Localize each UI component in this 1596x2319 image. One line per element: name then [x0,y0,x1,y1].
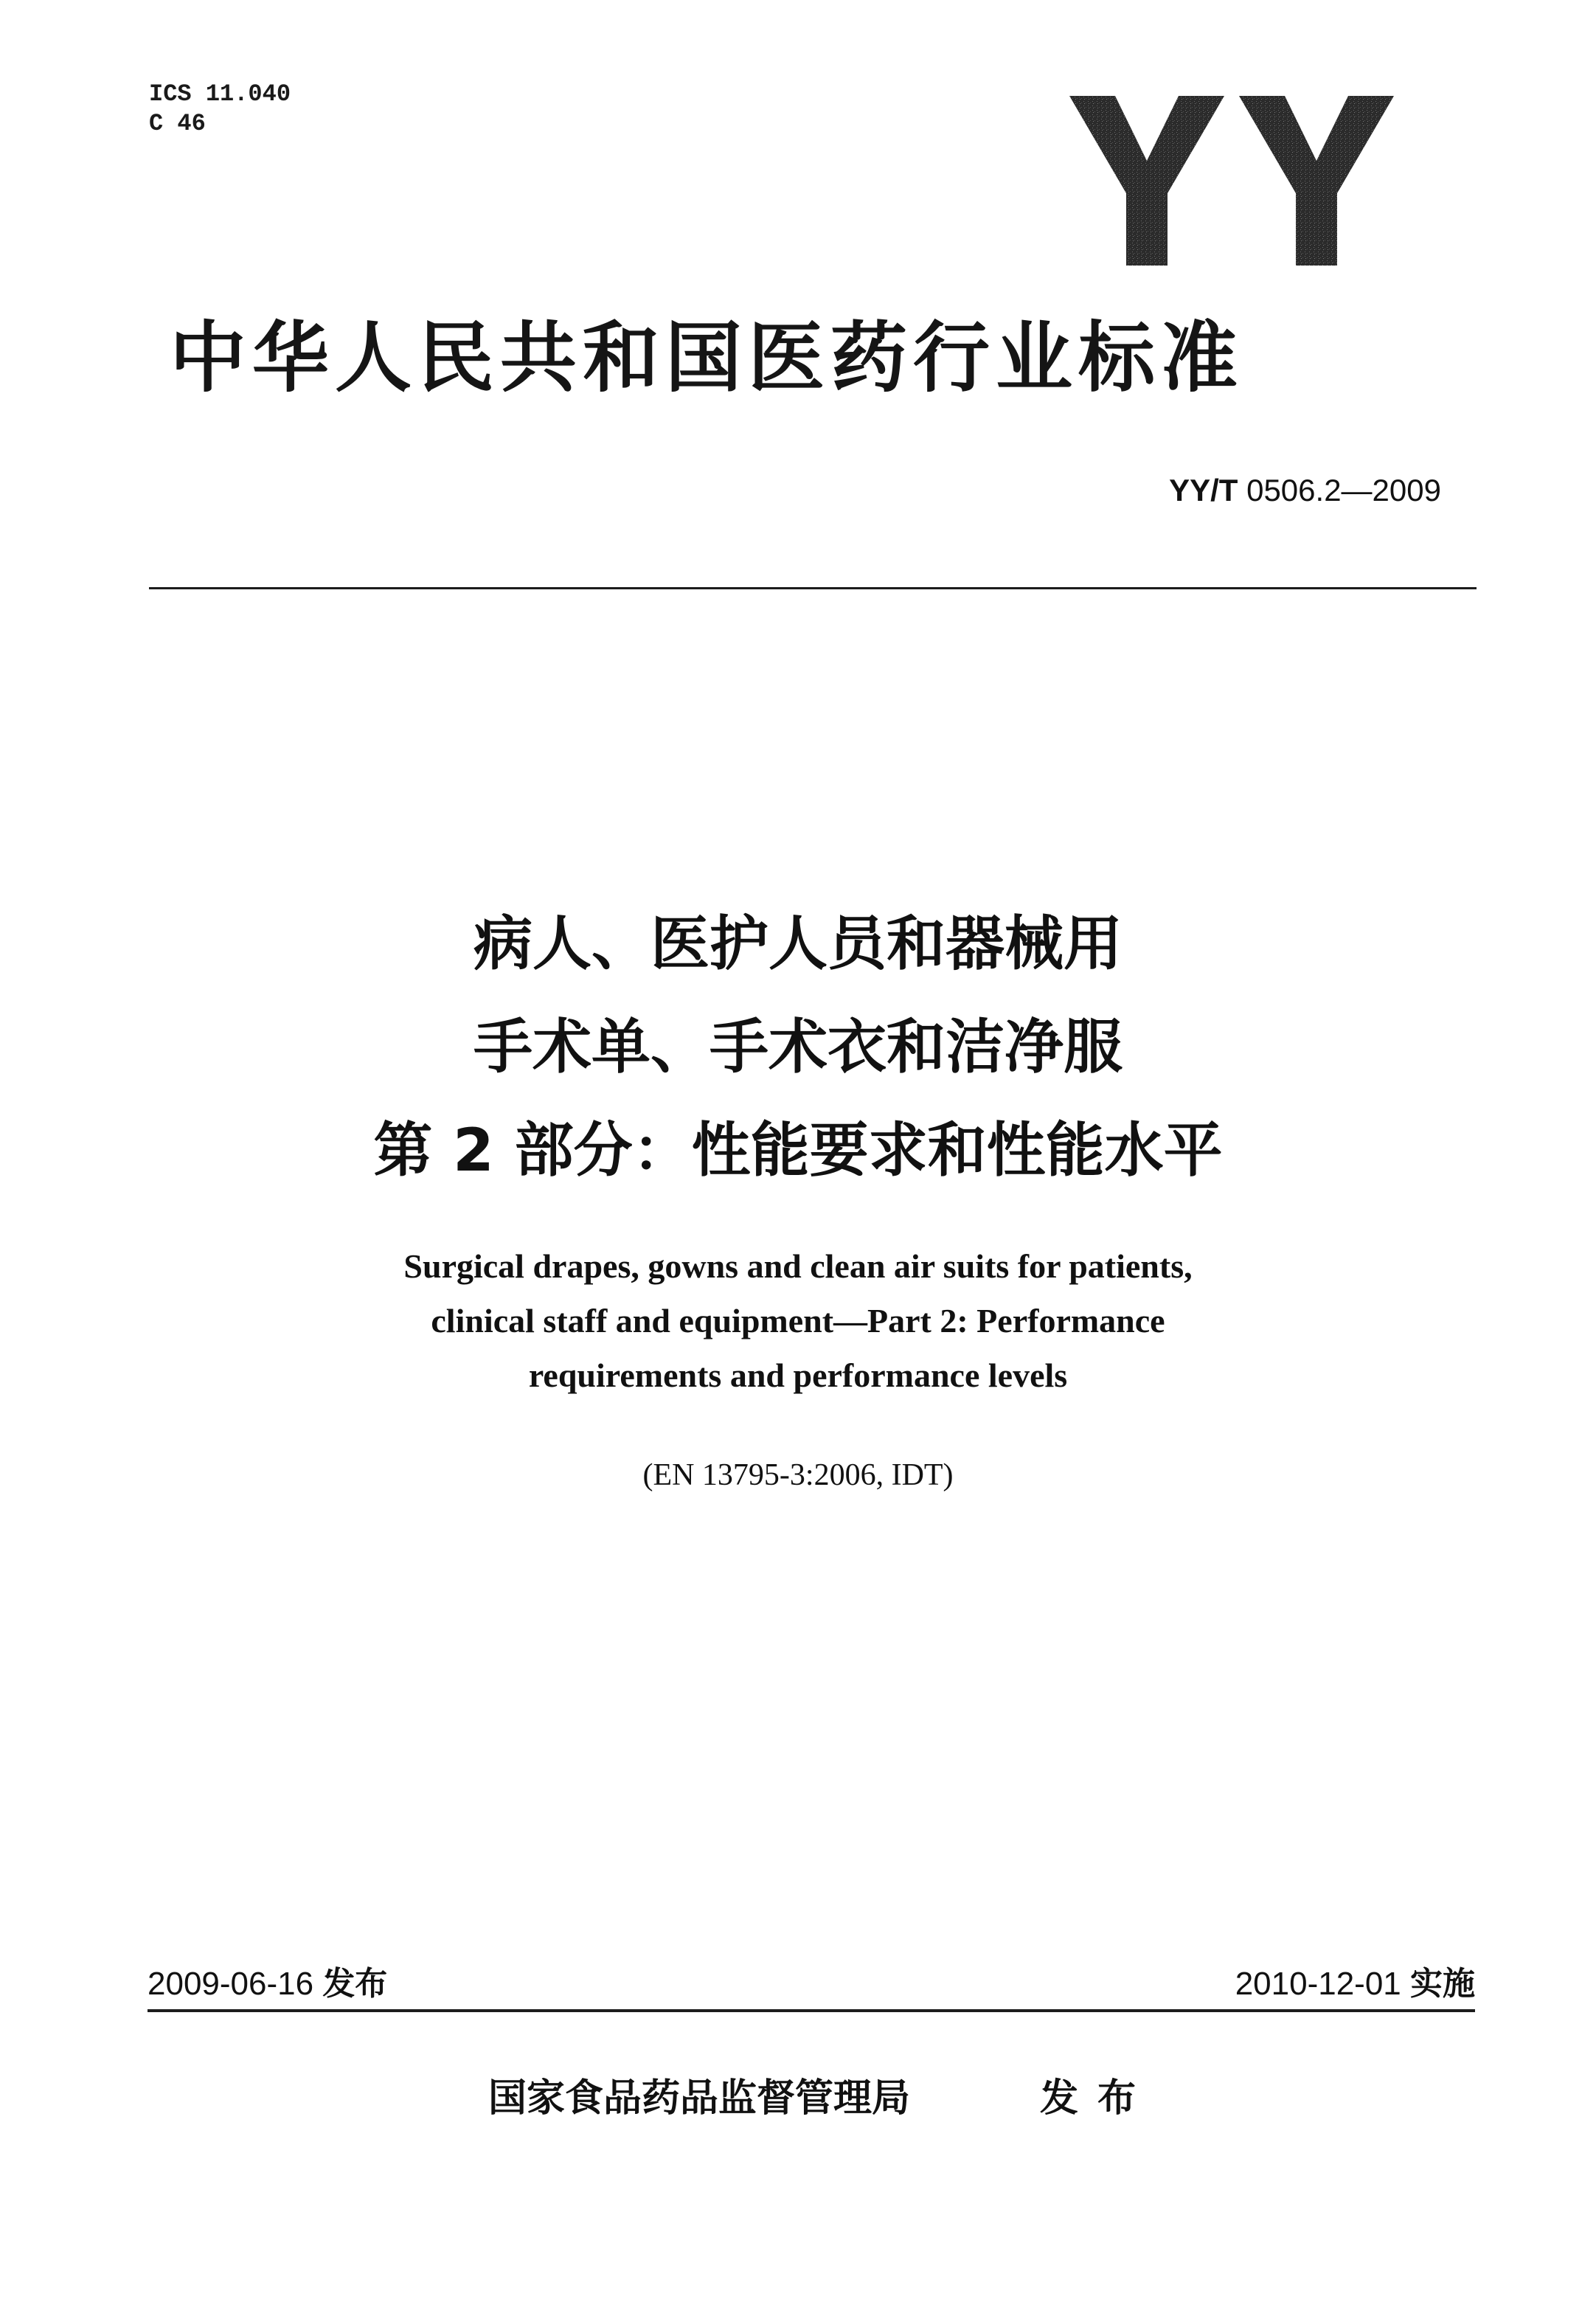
english-title [0,1239,1596,1403]
issuing-authority: 国家食品药品监督管理局 [488,2076,911,2121]
issue-date: 2009-06-16 [148,1966,314,2002]
chinese-title [0,892,1596,1202]
header-divider [149,587,1477,589]
ccs-code: C 46 [149,110,206,137]
footer-divider [148,2009,1475,2012]
chinese-title-line-3: 第 2 部分：性能要求和性能水平 [373,1116,1223,1185]
yy-logo-graphic [1069,96,1394,266]
effective-date: 2010-12-01 [1235,1966,1401,2002]
standard-code: 0506.2—2009 [1246,473,1441,507]
ics-code: ICS 11.040 [149,80,291,108]
chinese-title-line-1: 病人、医护人员和器械用 [473,909,1123,978]
yy-logo [1069,96,1394,266]
authority-title: 中华人民共和国医药行业标准 [170,313,1244,403]
standard-prefix: YY/T [1169,473,1238,507]
effective-date-label: 实施 [1410,1965,1475,2003]
issue-date-label: 发布 [322,1965,388,2003]
english-title-line-3: requirements and performance levels [528,1356,1068,1394]
classification-codes [149,80,291,139]
standard-number [1169,472,1441,509]
effective-date-block [1235,1962,1475,2006]
date-row [148,1962,1475,2009]
chinese-title-line-2: 手术单、手术衣和洁净服 [473,1013,1123,1081]
issuing-action: 发布 [1040,2076,1156,2121]
english-title-line-2: clinical staff and equipment—Part 2: Performance [431,1302,1165,1339]
issue-date-block [148,1962,387,2006]
equivalence-note: (EN 13795-3:2006, IDT) [642,1458,954,1492]
english-title-line-1: Surgical drapes, gowns and clean air suits for patients, [403,1247,1193,1285]
